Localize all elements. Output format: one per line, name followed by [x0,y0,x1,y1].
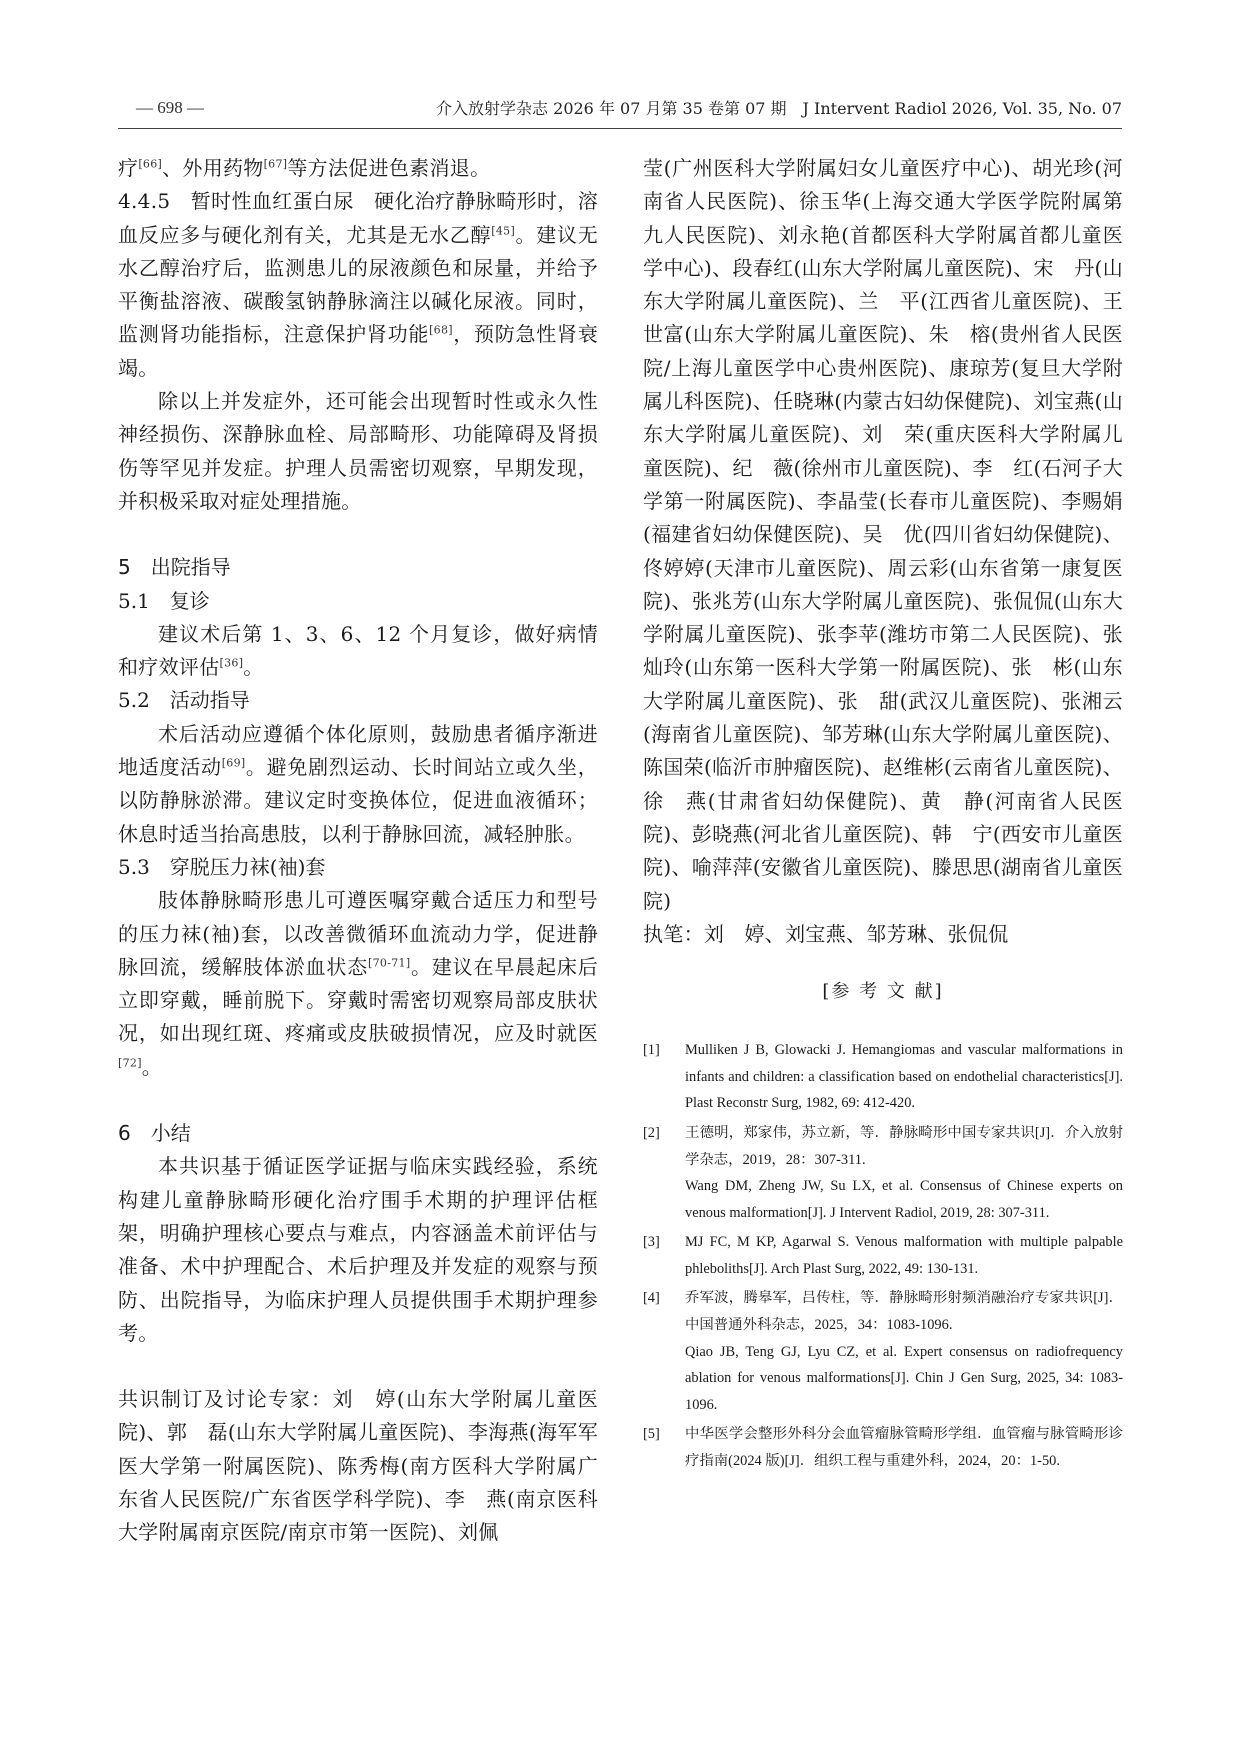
reference-item: [3] MJ FC, M KP, Agarwal S. Venous malformation with multiple palpable phleboliths[J]. Arch Plast Surg, 2022, 49: 130-131. [643,1234,1123,1277]
section-6-heading: 6 小结 [118,1121,191,1146]
reference-item: [2] 王德明，郑家伟，苏立新，等．静脉畸形中国专家共识[J]．介入放射学杂志，2019，28：307-311. Wang DM, Zheng JW, Su LX, et al. Consensus of Chinese experts on venous malformation[J]. J Intervent Radiol, 2019, 28: 307-311. [643,1124,1123,1221]
citation: [36] [219,656,244,670]
citation: [67] [263,157,288,171]
paragraph-summary: 本共识基于循证医学证据与临床实践经验，系统构建儿童静脉畸形硬化治疗围手术期的护理评估框架，明确护理核心要点与难点，内容涵盖术前评估与准备、术中护理配合、术后护理及并发症的观察与预防、出院指导，为临床护理人员提供围手术期护理参考。 [118,1154,598,1345]
citation: [66] [138,157,163,171]
section-5-2-heading: 5.2 活动指导 [118,688,250,713]
section-5-1-heading: 5.1 复诊 [118,588,210,613]
experts-list-start: 共识制订及讨论专家：刘 婷(山东大学附属儿童医院)、郭 磊(山东大学附属儿童医院)、李海燕(海军军医大学第一附属医院)、陈秀梅(南方医科大学附属广东省人民医院/广东省医学科学院)、李 燕(南京医科大学附属南京医院/南京市第一医院)、刘佩 [118,1387,598,1545]
paragraph-other-complications: 除以上并发症外，还可能会出现暂时性或永久性神经损伤、深静脉血栓、局部畸形、功能障碍及肾损伤等罕见并发症。护理人员需密切观察，早期发现，并积极采取对症处理措施。 [118,389,598,513]
page-number: — 698 — [136,98,204,117]
right-column [643,152,1123,1478]
paragraph-activity: 术后活动应遵循个体化原则，鼓励患者循序渐进地适度活动[69]。避免剧烈运动、长时间站立或久坐，以防静脉淤滞。建议定时变换体位，促进血液循环；休息时适当抬高患肢，以利于静脉回流，减轻肿胀。 [118,721,598,846]
paragraph-pigment: 疗[66]、外用药物[67]等方法促进色素消退。 [118,156,491,180]
left-column [118,152,598,1550]
experts-list-continued: 莹(广州医科大学附属妇女儿童医疗中心)、胡光珍(河南省人民医院)、徐玉华(上海交通大学医学院附属第九人民医院)、刘永艳(首都医科大学附属首都儿童医学中心)、段春红(山东大学附属儿童医院)、宋 丹(山东大学附属儿童医院)、兰 平(江西省儿童医院)、王世富(山东大学附属儿童医院)、朱 榕(贵州省人民医院/上海儿童医学中心贵州医院)、康琼芳(复旦大学附属儿科医院)、任晓琳(内蒙古妇幼保健院)、刘宝燕(山东大学附属儿童医院)、刘 荣(重庆医科大学附属儿童医院)、纪 薇(徐州市儿童医院)、李 红(石河子大学第一附属医院)、李晶莹(长春市儿童医院)、李赐娟(福建省妇幼保健医院)、吴 优(四川省妇幼保健院)、佟婷婷(天津市儿童医院)、周云彩(山东省第一康复医院)、张兆芳(山东大学附属儿童医院)、张侃侃(山东大学附属儿童医院)、张李苹(潍坊市第二人民医院)、张灿玲(山东第一医科大学第一附属医院)、张 彬(山东大学附属儿童医院)、张 甜(武汉儿童医院)、张湘云(海南省儿童医院)、邹芳琳(山东大学附属儿童医院)、陈国荣(临沂市肿瘤医院)、赵维彬(云南省儿童医院)、徐 燕(甘肃省妇幼保健院)、黄 静(河南省人民医院)、彭晓燕(河北省儿童医院)、韩 宁(西安市儿童医院)、喻萍萍(安徽省儿童医院)、滕思思(湖南省儿童医院) [643,156,1123,913]
running-title: 介入放射学杂志 2026 年 07 月第 35 卷第 07 期 J Intervent Radiol 2026, Vol. 35, No. 07 [436,99,1122,118]
writing-authors: 执笔：刘 婷、刘宝燕、邹芳琳、张侃侃 [643,921,1009,946]
citation: [45] [491,223,516,237]
reference-list [643,1037,1123,1475]
section-5-3-heading: 5.3 穿脱压力袜(袖)套 [118,854,326,879]
citation: [69] [221,756,246,770]
citation: [72] [118,1056,142,1070]
citation: [68] [429,323,453,337]
page-header [118,96,1122,130]
paragraph-hemoglobinuria: 4.4.5 暂时性血红蛋白尿 硬化治疗静脉畸形时，溶血反应多与硬化剂有关，尤其是无水乙醇[45]。建议无水乙醇治疗后，监测患儿的尿液颜色和尿量，并给予平衡盐溶液、碳酸氢钠静脉滴注以碱化尿液。同时，监测肾功能指标，注意保护肾功能[68]，预防急性肾衰竭。 [118,189,599,380]
reference-item: [1] Mulliken J B, Glowacki J. Hemangiomas and vascular malformations in infants and children: a classification based on endothelial characteristics[J]. Plast Reconstr Surg, 1982, 69: 412-420. [643,1042,1123,1112]
paragraph-compression: 肢体静脉畸形患儿可遵医嘱穿戴合适压力和型号的压力袜(袖)套，以改善微循环血流动力学，促进静脉回流，缓解肢体淤血状态[70-71]。建议在早晨起床后立即穿戴，睡前脱下。穿戴时需密切观察局部皮肤状况，如出现红斑、疼痛或皮肤破损情况，应及时就医[72]。 [118,888,598,1079]
reference-item: [4] 乔军波，腾皋军，吕传柱，等．静脉畸形射频消融治疗专家共识[J]．中国普通外科杂志，2025，34：1083-1096. Qiao JB, Teng GJ, Lyu CZ, et al. Expert consensus on radiofrequency ablation for venous malformations[J]. Chin J Gen Surg, 2025, 34: 1083-1096. [643,1290,1123,1413]
reference-item: [5] 中华医学会整形外科分会血管瘤脉管畸形学组．血管瘤与脉管畸形诊疗指南(2024 版)[J]．组织工程与重建外科，2024，20：1-50. [643,1426,1123,1470]
citation: [70-71] [368,956,411,970]
header-rule [118,128,1122,129]
section-5-heading: 5 出院指导 [118,555,231,580]
paragraph-followup: 建议术后第 1、3、6、12 个月复诊，做好病情和疗效评估[36]。 [118,621,598,680]
references-title: [参 考 文 献] [822,981,944,1003]
section-4-4-5-heading: 4.4.5 暂时性血红蛋白尿 [118,189,354,214]
